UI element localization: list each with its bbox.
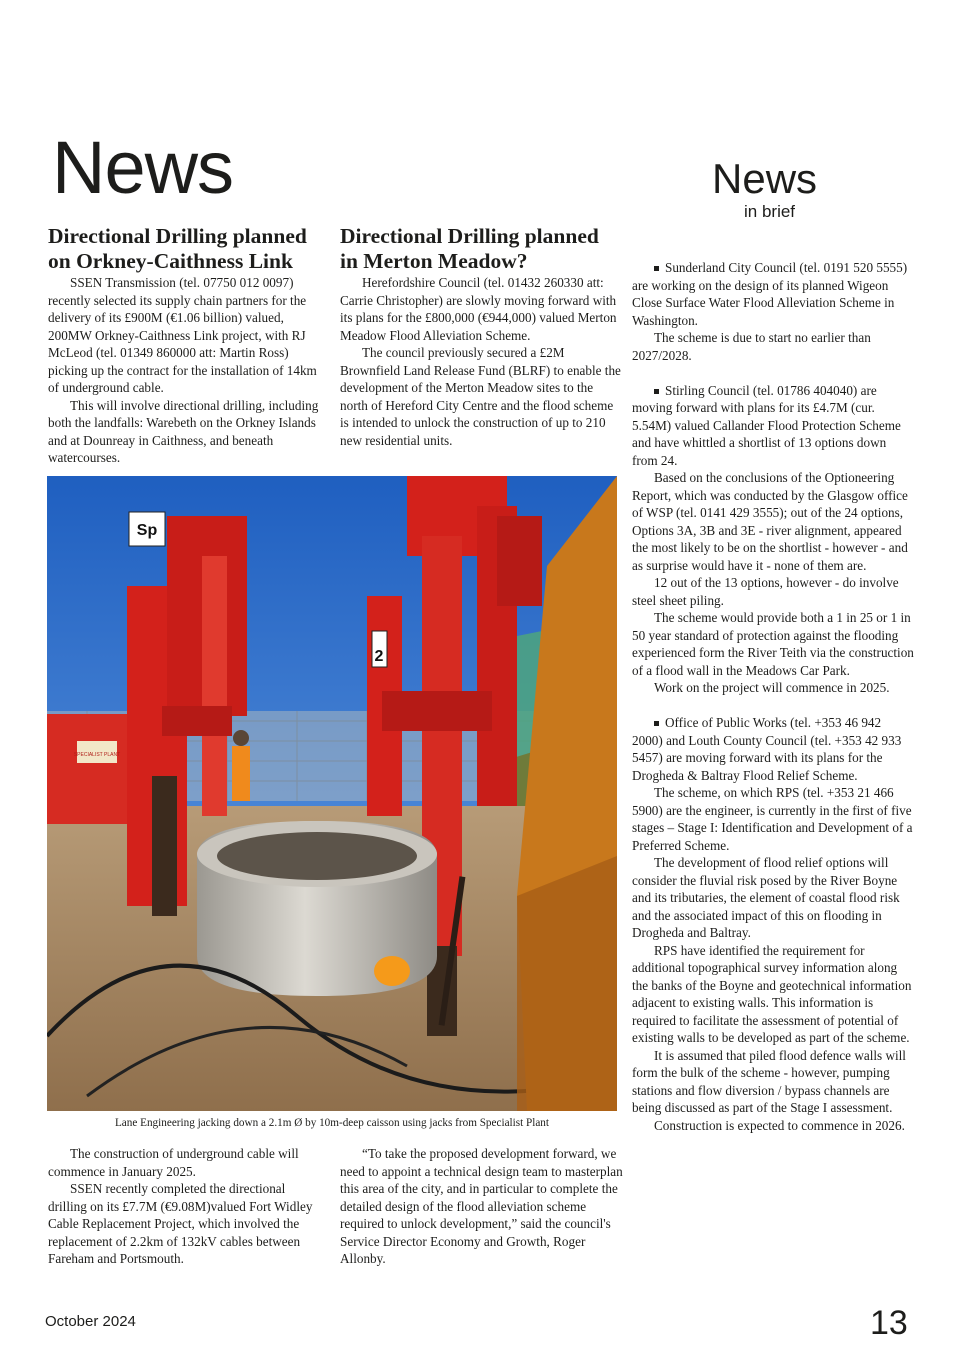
news-in-brief-subtitle: in brief bbox=[744, 202, 796, 221]
brief-item-drogheda bbox=[632, 714, 914, 784]
paragraph: Office of Public Works (tel. +353 46 942 2000) and Louth County Council (tel. +353 42 933 5457) are moving forward with its plans for the Drogheda & Baltray Flood Relief Scheme. bbox=[632, 715, 902, 783]
article-orkney-continued bbox=[48, 1145, 323, 1268]
svg-text:2: 2 bbox=[374, 648, 384, 665]
paragraph: Sunderland City Council (tel. 0191 520 5555) are working on the design of its planned Wigeon Close Surface Water Flood Alleviation Scheme in Washington. bbox=[632, 260, 908, 328]
paragraph: “To take the proposed development forward, we need to appoint a technical design team to masterplan this area of the city, and in particular to complete the detailed design of the flood alleviation scheme required to unlock development,” said the council's Service Director Economy and Growth, Roger Allonby. bbox=[340, 1146, 623, 1266]
news-in-brief-column bbox=[632, 259, 914, 1134]
paragraph: This will involve directional drilling, including both the landfalls: Warebeth on the Orkney Islands and at Dounreay in Caithness, and beneath watercourses. bbox=[48, 397, 319, 465]
article-merton-continued bbox=[340, 1145, 623, 1268]
paragraph: 12 out of the 13 options, however - do involve steel sheet piling. bbox=[632, 575, 899, 608]
paragraph: The scheme is due to start no earlier than 2027/2028. bbox=[632, 330, 871, 363]
brief-item-stirling bbox=[632, 382, 914, 470]
bullet-icon bbox=[654, 721, 659, 726]
page-masthead: News bbox=[52, 126, 234, 209]
paragraph: The development of flood relief options will consider the fluvial risk posed by the River Boyne and its tributaries, the element of coastal flood risk and the associated impact of this on flooding in Drogheda and Baltray. bbox=[632, 855, 900, 940]
news-in-brief-title: News bbox=[712, 155, 818, 202]
paragraph: The construction of underground cable will commence in January 2025. bbox=[48, 1146, 299, 1179]
headline-line: on Orkney-Caithness Link bbox=[48, 249, 293, 273]
paragraph: Stirling Council (tel. 01786 404040) are moving forward with plans for its £4.7M (cur. 5.54M) valued Callander Flood Protection Scheme and have whittled a shortlist of 13 options down from 24. bbox=[632, 382, 901, 468]
paragraph: Herefordshire Council (tel. 01432 260330 att: Carrie Christopher) are slowly moving forward with its plans for the £800,000 (€944,000) valued Merton Meadow Flood Alleviation Scheme. bbox=[340, 275, 617, 343]
headline-line: in Merton Meadow? bbox=[340, 249, 528, 273]
paragraph: The scheme would provide both a 1 in 25 or 1 in 50 year standard of protection against the flooding experienced form the River Teith via the construction of a flood wall in the Meadows Car Park. bbox=[632, 610, 914, 678]
paragraph: RPS have identified the requirement for additional topographical survey information along the banks of the Boyne and geotechnical information adjacent to existing walls. This information is required to facilitate the assessment of potential of existing walls to be developed as part of the scheme. bbox=[632, 942, 912, 1045]
bullet-icon bbox=[654, 389, 659, 394]
svg-text:Sp: Sp bbox=[136, 522, 158, 539]
paragraph: It is assumed that piled flood defence walls will form the bulk of the scheme - however, pumping stations and flow diversion / bypass channels are being discussed as part of the Stage I assessment. bbox=[632, 1047, 906, 1115]
caisson-jacking-photo bbox=[47, 476, 617, 1111]
paragraph: Work on the project will commence in 2025. bbox=[654, 680, 890, 695]
article-merton bbox=[340, 224, 623, 449]
svg-text:SPECIALIST PLANT: SPECIALIST PLANT bbox=[73, 752, 121, 758]
page-number: 13 bbox=[870, 1304, 908, 1342]
article-orkney bbox=[48, 224, 323, 467]
brief-item-sunderland bbox=[632, 259, 914, 329]
paragraph: SSEN Transmission (tel. 07750 012 0097) recently selected its supply chain partners for the delivery of its £900M (€1.06 billion) valued, 200MW Orkney-Caithness Link project, with RJ McLeod (tel. 01349 860000 att: Martin Ross) picking up the contract for the installation of 14km of underground cable. bbox=[48, 275, 317, 395]
paragraph: Construction is expected to commence in 2026. bbox=[654, 1117, 905, 1133]
headline-line: Directional Drilling planned bbox=[340, 224, 599, 248]
paragraph: The scheme, on which RPS (tel. +353 21 466 5900) are the engineer, is currently in the first of five stages – Stage I: Identification and Development of a Preferred Scheme. bbox=[632, 785, 913, 853]
paragraph: Based on the conclusions of the Optioneering Report, which was conducted by the Glasgow office of WSP (tel. 0141 429 3555); out of the 24 options, Options 3A, 3B and 3E - river alignment, appeared the most likely to be on the shortlist - however - and as surprise would have it - none of them are. bbox=[632, 470, 908, 573]
photo-caption: Lane Engineering jacking down a 2.1m Ø by 10m-deep caisson using jacks from Specialist Plant bbox=[114, 1117, 550, 1129]
bullet-icon bbox=[654, 266, 659, 271]
issue-date: October 2024 bbox=[45, 1313, 136, 1330]
paragraph: SSEN recently completed the directional drilling on its £7.7M (€9.08M)valued Fort Widley Cable Replacement Project, which involved the replacement of 2.2km of 132kV cables between Fareham and Portsmouth. bbox=[48, 1181, 313, 1266]
article-merton-headline bbox=[340, 224, 623, 274]
article-orkney-headline bbox=[48, 224, 323, 274]
headline-line: Directional Drilling planned bbox=[48, 224, 307, 248]
paragraph: The council previously secured a £2M Brownfield Land Release Fund (BLRF) to enable the development of the Merton Meadow sites to the north of Hereford City Centre and the flood scheme is intended to unlock the construction of up to 210 new residential units. bbox=[340, 345, 621, 448]
